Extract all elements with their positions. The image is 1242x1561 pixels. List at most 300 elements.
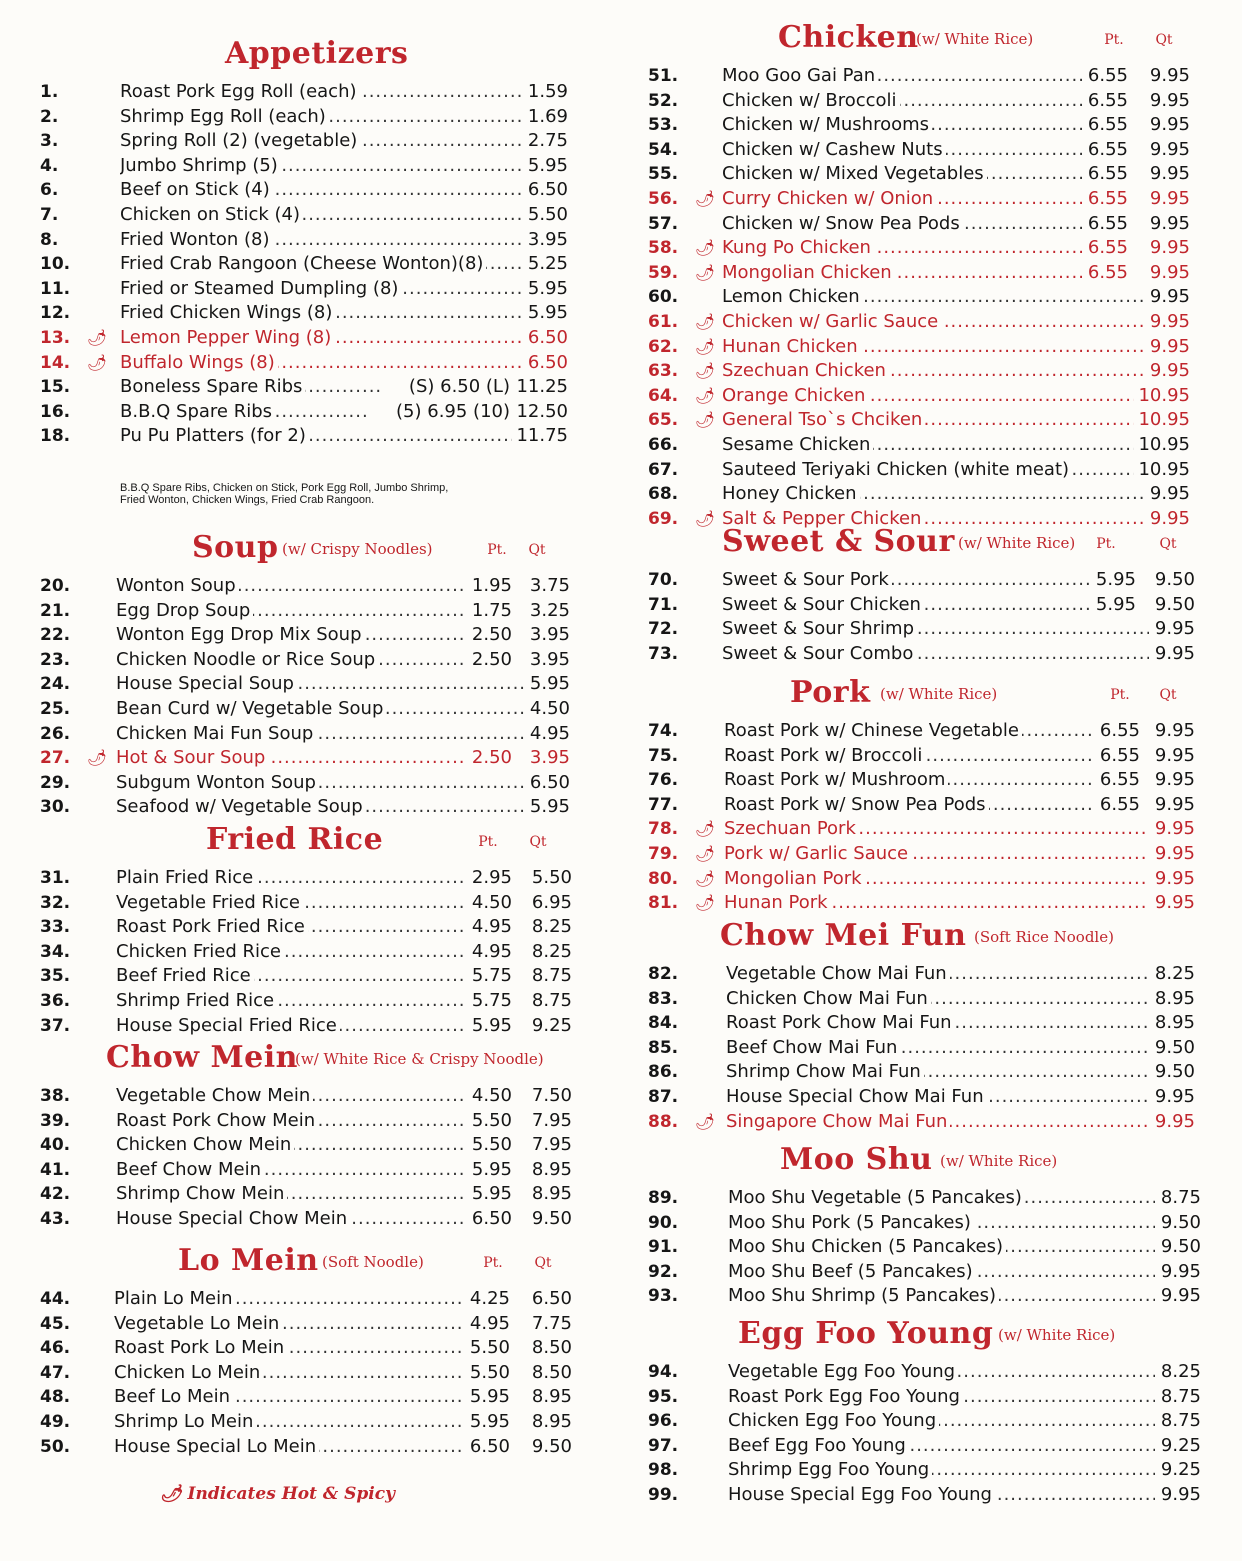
price: 7.50 bbox=[531, 1085, 572, 1106]
menu-item bbox=[40, 178, 585, 203]
section-title: Egg Foo Young bbox=[738, 1316, 994, 1351]
menu-item bbox=[648, 261, 1208, 286]
price: 9.95 bbox=[1160, 1285, 1201, 1307]
item-number: 48. bbox=[40, 1387, 71, 1408]
item-name bbox=[722, 642, 1149, 667]
item-number: 39. bbox=[40, 1110, 71, 1131]
item-name bbox=[116, 866, 466, 891]
pint-price: 5.95 bbox=[471, 1183, 512, 1205]
quart-column-header: Qt bbox=[528, 542, 546, 558]
item-name bbox=[728, 1211, 1155, 1236]
item-number: 92. bbox=[648, 1261, 679, 1282]
item-name-text: Egg Drop Soup bbox=[116, 600, 253, 621]
item-number: 61. bbox=[648, 311, 679, 332]
item-name-text: Fried Chicken Wings (8) bbox=[120, 302, 335, 323]
item-name bbox=[726, 1085, 1149, 1110]
item-number: 88. bbox=[648, 1111, 679, 1132]
item-name bbox=[120, 105, 522, 130]
section-moo-shu bbox=[648, 1142, 1208, 1309]
item-name-text: Chicken Chow Mein bbox=[116, 1134, 294, 1155]
item-name-text: Chicken Lo Mein bbox=[114, 1362, 263, 1383]
menu-item bbox=[648, 817, 1208, 842]
item-number: 75. bbox=[648, 745, 679, 766]
section-header bbox=[648, 1316, 1208, 1360]
pint-price: 2.50 bbox=[471, 648, 512, 670]
item-number: 12. bbox=[40, 303, 71, 324]
section-title: Lo Mein bbox=[178, 1243, 319, 1278]
menu-item bbox=[40, 1109, 585, 1134]
pint-price: 5.95 bbox=[471, 1014, 512, 1036]
item-name bbox=[728, 1409, 1155, 1434]
item-name bbox=[116, 1207, 466, 1232]
item-number: 56. bbox=[648, 188, 679, 209]
item-name-text: House Special Chow Mein bbox=[116, 1208, 350, 1229]
item-name-text: Plain Fried Rice bbox=[116, 867, 256, 888]
item-name bbox=[116, 1109, 466, 1134]
price: 9.50 bbox=[1160, 1211, 1201, 1233]
price: 6.50 bbox=[529, 771, 570, 793]
price: 8.95 bbox=[1154, 987, 1195, 1009]
item-number: 66. bbox=[648, 434, 679, 455]
price: 6.50 bbox=[527, 326, 568, 348]
item-name bbox=[116, 1182, 466, 1207]
price: 9.95 bbox=[1149, 114, 1190, 136]
item-name bbox=[116, 989, 466, 1014]
menu-item bbox=[40, 1410, 585, 1435]
menu-item bbox=[648, 642, 1208, 667]
item-number: 77. bbox=[648, 794, 679, 815]
section-header bbox=[40, 1243, 585, 1287]
menu-item bbox=[648, 1060, 1208, 1085]
item-name-text: Beef Lo Mein bbox=[114, 1386, 233, 1407]
menu-item bbox=[40, 1312, 585, 1337]
item-name-text: Szechuan Chicken bbox=[722, 360, 889, 381]
item-name-text: Shrimp Egg Roll (each) bbox=[120, 106, 329, 127]
item-name-text: House Special Egg Foo Young bbox=[728, 1484, 995, 1505]
item-name bbox=[728, 1385, 1155, 1410]
item-name-text: Honey Chicken bbox=[722, 483, 860, 504]
item-name-text: Chicken on Stick (4) bbox=[120, 204, 303, 225]
section-lo-mein bbox=[40, 1243, 585, 1459]
item-number: 8. bbox=[40, 229, 59, 250]
item-number: 22. bbox=[40, 625, 71, 646]
item-number: 65. bbox=[648, 410, 679, 431]
item-name bbox=[116, 722, 524, 747]
price: 9.95 bbox=[1149, 261, 1190, 283]
pint-price: 5.95 bbox=[469, 1386, 510, 1408]
item-name bbox=[120, 375, 380, 400]
item-name bbox=[728, 1360, 1155, 1385]
item-name-text: Wonton Soup bbox=[116, 575, 239, 596]
item-name-text: Chicken w/ Snow Pea Pods bbox=[722, 213, 963, 234]
item-number: 62. bbox=[648, 336, 679, 357]
item-name bbox=[120, 326, 522, 351]
item-name bbox=[114, 1361, 464, 1386]
price: 5.95 bbox=[527, 154, 568, 176]
item-number: 30. bbox=[40, 797, 71, 818]
item-name-text: Beef on Stick (4) bbox=[120, 179, 273, 200]
item-name bbox=[722, 187, 1082, 212]
menu-item bbox=[648, 842, 1208, 867]
section-title: Soup bbox=[192, 530, 279, 565]
pint-price: 6.55 bbox=[1087, 163, 1128, 185]
pint-price: 5.50 bbox=[471, 1134, 512, 1156]
item-name-text: Roast Pork Lo Mein bbox=[114, 1337, 287, 1358]
menu-item bbox=[648, 1483, 1208, 1508]
menu-item bbox=[40, 722, 585, 747]
item-number: 76. bbox=[648, 770, 679, 791]
pint-price: 5.50 bbox=[471, 1109, 512, 1131]
item-name bbox=[728, 1458, 1155, 1483]
pepper-icon: 🌶︎ bbox=[695, 1111, 716, 1131]
item-name bbox=[114, 1385, 464, 1410]
price: 9.95 bbox=[1149, 212, 1190, 234]
item-name-text: Chicken w/ Mushrooms bbox=[722, 114, 932, 135]
menu-item bbox=[40, 940, 585, 965]
menu-item bbox=[40, 203, 585, 228]
section-note: (w/ White Rice) bbox=[916, 30, 1034, 48]
item-name bbox=[116, 648, 466, 673]
pint-price: 6.55 bbox=[1087, 261, 1128, 283]
menu-item bbox=[648, 162, 1208, 187]
pepper-icon: 🌶︎ bbox=[87, 352, 108, 372]
menu-item bbox=[40, 80, 585, 105]
pint-price: 6.55 bbox=[1087, 237, 1128, 259]
item-number: 11. bbox=[40, 278, 71, 299]
item-number: 55. bbox=[648, 164, 679, 185]
price: 7.75 bbox=[531, 1312, 572, 1334]
item-name bbox=[120, 277, 522, 302]
menu-item bbox=[40, 623, 585, 648]
price: 3.25 bbox=[529, 599, 570, 621]
item-number: 14. bbox=[40, 352, 71, 373]
section-title: Chow Mein bbox=[106, 1040, 298, 1075]
item-number: 4. bbox=[40, 155, 59, 176]
item-number: 89. bbox=[648, 1188, 679, 1208]
menu-item bbox=[40, 277, 585, 302]
item-name bbox=[114, 1287, 464, 1312]
item-name-text: Beef Chow Mein bbox=[116, 1159, 264, 1180]
item-number: 21. bbox=[40, 600, 71, 621]
item-name bbox=[726, 1036, 1149, 1061]
menu-item bbox=[40, 1385, 585, 1410]
price: 9.95 bbox=[1154, 618, 1195, 640]
menu-item bbox=[40, 599, 585, 624]
pint-price: 6.55 bbox=[1087, 187, 1128, 209]
item-name-text: Lemon Chicken bbox=[722, 286, 863, 307]
item-number: 72. bbox=[648, 619, 679, 640]
item-number: 64. bbox=[648, 385, 679, 406]
price: 9.50 bbox=[1154, 593, 1195, 615]
item-name-text: Vegetable Chow Mein bbox=[116, 1085, 313, 1106]
menu-item bbox=[648, 1036, 1208, 1061]
pint-price: 5.95 bbox=[471, 1158, 512, 1180]
section-soup bbox=[40, 530, 585, 820]
price: 9.50 bbox=[1154, 1061, 1195, 1083]
item-name bbox=[116, 1158, 466, 1183]
section-header bbox=[648, 1142, 1208, 1186]
item-number: 35. bbox=[40, 966, 71, 987]
item-name bbox=[116, 599, 466, 624]
item-number: 15. bbox=[40, 377, 71, 398]
item-number: 82. bbox=[648, 964, 679, 984]
menu-item bbox=[648, 64, 1208, 89]
item-name bbox=[116, 623, 466, 648]
item-name-text: Chicken Fried Rice bbox=[116, 941, 284, 962]
item-name bbox=[726, 1060, 1149, 1085]
section-note: (Soft Rice Noodle) bbox=[974, 928, 1114, 946]
price: 7.95 bbox=[531, 1109, 572, 1131]
price: 5.95 bbox=[529, 673, 570, 695]
price: 6.95 bbox=[531, 891, 572, 913]
menu-item bbox=[648, 187, 1208, 212]
item-number: 13. bbox=[40, 327, 71, 348]
price: 9.95 bbox=[1149, 187, 1190, 209]
price: 9.95 bbox=[1149, 483, 1190, 505]
menu-item bbox=[648, 433, 1208, 458]
section-title: Chicken bbox=[778, 20, 919, 55]
item-number: 57. bbox=[648, 213, 679, 234]
menu-item bbox=[40, 1014, 585, 1039]
pint-price: 1.75 bbox=[471, 599, 512, 621]
pint-column-header: Pt. bbox=[1110, 687, 1130, 703]
menu-item bbox=[40, 1133, 585, 1158]
pint-column-header: Pt. bbox=[487, 542, 507, 558]
item-name-text: Chicken w/ Garlic Sauce bbox=[722, 311, 941, 332]
item-name-text: Roast Pork Chow Mai Fun bbox=[726, 1012, 955, 1033]
item-number: 69. bbox=[648, 508, 679, 529]
item-name-text: Buffalo Wings (8) bbox=[120, 352, 278, 373]
item-name-text: Kung Po Chicken bbox=[722, 237, 874, 258]
menu-item bbox=[648, 793, 1208, 818]
item-number: 36. bbox=[40, 990, 71, 1011]
pint-price: 6.50 bbox=[469, 1435, 510, 1457]
price: 5.25 bbox=[527, 253, 568, 275]
item-number: 25. bbox=[40, 698, 71, 719]
menu-item bbox=[648, 987, 1208, 1012]
item-name-text: Vegetable Egg Foo Young bbox=[728, 1361, 958, 1382]
price: 5.95 bbox=[527, 277, 568, 299]
item-number: 71. bbox=[648, 594, 679, 615]
section-title: Moo Shu bbox=[780, 1142, 933, 1177]
pint-column-header: Pt. bbox=[478, 834, 498, 850]
price: 9.25 bbox=[1160, 1434, 1201, 1456]
item-number: 46. bbox=[40, 1338, 71, 1359]
item-name bbox=[722, 89, 1082, 114]
menu-item bbox=[40, 795, 585, 820]
item-name bbox=[724, 793, 1094, 818]
price: 9.95 bbox=[1154, 818, 1195, 840]
item-name bbox=[728, 1260, 1155, 1285]
item-name-text: Chicken Noodle or Rice Soup bbox=[116, 649, 378, 670]
menu-item bbox=[40, 964, 585, 989]
menu-item bbox=[40, 351, 585, 376]
item-number: 94. bbox=[648, 1362, 679, 1382]
item-number: 1. bbox=[40, 82, 59, 102]
price: 7.95 bbox=[531, 1134, 572, 1156]
pint-price: 5.75 bbox=[471, 989, 512, 1011]
price: 8.95 bbox=[1154, 1012, 1195, 1034]
item-name-text: Shrimp Chow Mein bbox=[116, 1183, 287, 1204]
section-chow-mei-fun bbox=[648, 918, 1208, 1134]
price: 8.95 bbox=[531, 1158, 572, 1180]
item-number: 90. bbox=[648, 1212, 679, 1233]
item-number: 83. bbox=[648, 988, 679, 1009]
item-name-text: General Tso`s Chciken bbox=[722, 409, 925, 430]
pepper-icon: 🌶︎ bbox=[695, 361, 716, 381]
price: 9.95 bbox=[1149, 65, 1190, 86]
item-number: 26. bbox=[40, 723, 71, 744]
item-number: 53. bbox=[648, 115, 679, 136]
item-number: 74. bbox=[648, 721, 679, 741]
item-name bbox=[116, 891, 466, 916]
item-name-text: House Special Fried Rice bbox=[116, 1015, 340, 1036]
price: 12.50 bbox=[516, 400, 568, 422]
item-name-text: Beef Chow Mai Fun bbox=[726, 1037, 900, 1058]
item-number: 96. bbox=[648, 1411, 679, 1432]
menu-item bbox=[648, 867, 1208, 892]
item-name bbox=[722, 285, 1144, 310]
price: 5.95 bbox=[527, 302, 568, 324]
pepper-icon: 🌶︎ bbox=[695, 410, 716, 430]
item-number: 73. bbox=[648, 643, 679, 664]
section-appetizers bbox=[40, 36, 585, 449]
item-name bbox=[116, 915, 466, 940]
item-number: 80. bbox=[648, 868, 679, 889]
menu-item bbox=[648, 1434, 1208, 1459]
section-egg-foo-young bbox=[648, 1316, 1208, 1508]
pepper-icon: 🌶︎ bbox=[695, 508, 716, 528]
item-name-text: Moo Shu Pork (5 Pancakes) bbox=[728, 1212, 974, 1233]
item-name bbox=[722, 433, 1134, 458]
pint-price: 5.50 bbox=[469, 1337, 510, 1359]
price: 3.95 bbox=[529, 624, 570, 646]
price: 9.95 bbox=[1154, 793, 1195, 815]
menu-item bbox=[648, 482, 1208, 507]
menu-item bbox=[648, 1385, 1208, 1410]
item-name-text: Chicken w/ Broccoli bbox=[722, 90, 900, 111]
item-name bbox=[722, 617, 1149, 642]
price: 9.95 bbox=[1154, 842, 1195, 864]
item-name bbox=[114, 1336, 464, 1361]
menu-item bbox=[648, 1211, 1208, 1236]
price: 8.50 bbox=[531, 1337, 572, 1359]
menu-item bbox=[648, 89, 1208, 114]
pint-price: 5.95 bbox=[1095, 593, 1136, 615]
item-name-text: Roast Pork Chow Mein bbox=[116, 1110, 318, 1131]
menu-item bbox=[40, 1207, 585, 1232]
section-title: Pork bbox=[790, 675, 871, 710]
price: 9.95 bbox=[1149, 286, 1190, 308]
section-header bbox=[40, 530, 585, 574]
menu-item bbox=[40, 915, 585, 940]
item-number: 54. bbox=[648, 139, 679, 160]
menu-item bbox=[40, 746, 585, 771]
item-name-text: Curry Chicken w/ Onion bbox=[722, 188, 936, 209]
item-number: 31. bbox=[40, 868, 71, 888]
item-number: 49. bbox=[40, 1411, 71, 1432]
item-number: 7. bbox=[40, 204, 59, 225]
pepper-icon: 🌶︎ bbox=[160, 1484, 182, 1504]
item-name bbox=[724, 768, 1094, 793]
pupu-note-line-1: B.B.Q Spare Ribs, Chicken on Stick, Pork Egg Roll, Jumbo Shrimp, bbox=[120, 482, 449, 494]
item-name bbox=[722, 482, 1144, 507]
menu-item bbox=[648, 568, 1208, 593]
item-number: 52. bbox=[648, 90, 679, 111]
item-number: 37. bbox=[40, 1015, 71, 1036]
item-name bbox=[724, 891, 1149, 916]
item-name-text: Moo Goo Gai Pan bbox=[722, 65, 878, 86]
menu-item bbox=[648, 1011, 1208, 1036]
item-name-text: Boneless Spare Ribs bbox=[120, 376, 305, 397]
section-header bbox=[40, 1040, 585, 1084]
item-name bbox=[722, 212, 1082, 237]
quart-column-header: Qt bbox=[534, 1255, 552, 1271]
price: 9.50 bbox=[531, 1207, 572, 1229]
pepper-icon: 🌶︎ bbox=[695, 893, 716, 913]
item-name bbox=[116, 1133, 466, 1158]
item-number: 16. bbox=[40, 401, 71, 422]
item-name-text: Szechuan Pork bbox=[724, 818, 859, 839]
price: 8.95 bbox=[531, 1183, 572, 1205]
menu-item bbox=[648, 138, 1208, 163]
item-name bbox=[722, 335, 1144, 360]
menu-item bbox=[40, 129, 585, 154]
price: 10.95 bbox=[1138, 409, 1190, 431]
item-name-text: Mongolian Chicken bbox=[722, 262, 895, 283]
pepper-icon: 🌶︎ bbox=[695, 819, 716, 839]
item-number: 63. bbox=[648, 361, 679, 382]
pint-price: 6.55 bbox=[1087, 212, 1128, 234]
menu-item bbox=[40, 648, 585, 673]
price: 8.25 bbox=[1154, 963, 1195, 984]
section-chicken bbox=[648, 20, 1208, 531]
pint-price: 4.95 bbox=[471, 940, 512, 962]
menu-item bbox=[648, 458, 1208, 483]
menu-item bbox=[648, 962, 1208, 987]
item-name bbox=[726, 987, 1149, 1012]
pint-price: 6.55 bbox=[1099, 769, 1140, 791]
price: 9.50 bbox=[1160, 1236, 1201, 1258]
item-name-text: Chicken w/ Mixed Vegetables bbox=[722, 163, 987, 184]
item-name bbox=[116, 574, 466, 599]
item-name bbox=[114, 1312, 464, 1337]
item-name bbox=[120, 203, 522, 228]
menu-item bbox=[40, 105, 585, 130]
item-name bbox=[120, 400, 370, 425]
item-name bbox=[722, 310, 1144, 335]
item-name-text: Vegetable Lo Mein bbox=[114, 1313, 282, 1334]
item-number: 32. bbox=[40, 892, 71, 913]
item-name-text: Salt & Pepper Chicken bbox=[722, 508, 924, 529]
pepper-icon: 🌶︎ bbox=[695, 262, 716, 282]
item-name bbox=[722, 162, 1082, 187]
item-number: 78. bbox=[648, 819, 679, 840]
item-name-text: Moo Shu Shrimp (5 Pancakes) bbox=[728, 1285, 999, 1306]
price: 9.25 bbox=[531, 1014, 572, 1036]
price: 5.95 bbox=[529, 796, 570, 818]
pint-price: 6.55 bbox=[1099, 793, 1140, 815]
item-name bbox=[726, 962, 1149, 987]
item-number: 68. bbox=[648, 484, 679, 505]
item-name-text: Fried Wonton (8) bbox=[120, 229, 273, 250]
pepper-icon: 🌶︎ bbox=[695, 238, 716, 258]
menu-item bbox=[40, 1336, 585, 1361]
item-name bbox=[728, 1434, 1155, 1459]
item-number: 29. bbox=[40, 772, 71, 793]
price: 3.95 bbox=[527, 228, 568, 250]
menu-item bbox=[40, 1158, 585, 1183]
